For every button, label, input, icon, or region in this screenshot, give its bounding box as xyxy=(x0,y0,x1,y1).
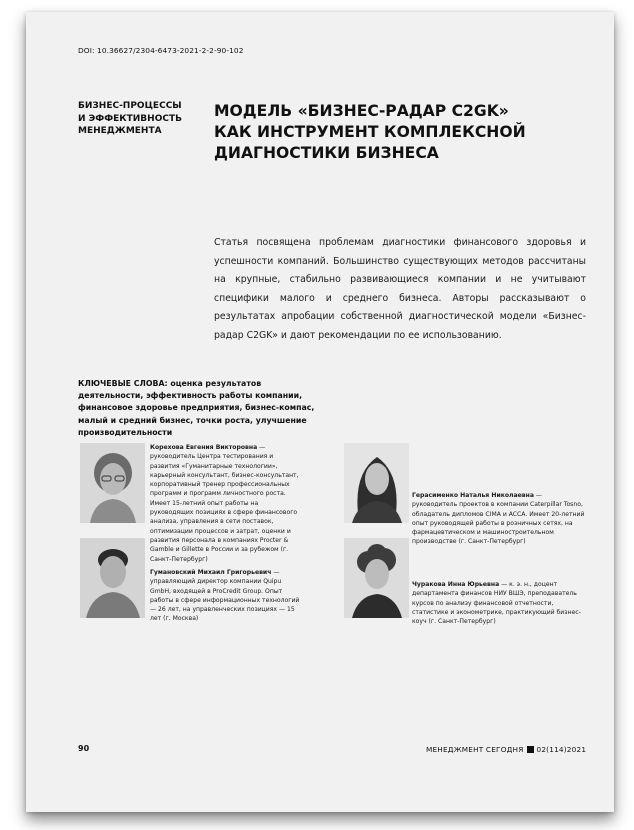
author-name: Гумановский Михаил Григорьевич xyxy=(150,569,272,576)
doi-line: DOI: 10.36627/2304-6473-2021-2-2-90-102 xyxy=(78,46,244,55)
woman-short-hair-glasses-portrait-icon xyxy=(80,443,145,523)
article-title xyxy=(214,101,574,164)
author-bio-gumanovsky xyxy=(150,568,303,624)
author-bio-churakova xyxy=(412,580,588,626)
author-bio-gerasimenko xyxy=(412,491,588,547)
section-line: МЕНЕДЖМЕНТА xyxy=(78,126,162,136)
keywords xyxy=(78,378,318,439)
section-line: И ЭФФЕКТИВНОСТЬ xyxy=(78,113,182,124)
section-heading xyxy=(78,100,198,138)
page-number: 90 xyxy=(78,744,90,753)
title-line: КАК ИНСТРУМЕНТ КОМПЛЕКСНОЙ xyxy=(214,123,526,141)
journal-name: МЕНЕДЖМЕНТ СЕГОДНЯ xyxy=(426,745,524,754)
man-portrait-icon xyxy=(80,538,145,618)
author-name: Герасименко Наталья Николаевна xyxy=(412,492,534,499)
abstract: Статья посвящена проблемам диагностики финансового здоровья и успешности компаний. Большинство существующих методов рассчитаны на крупные, стабильно развивающиеся компании и не учитывают специфики малого и среднего бизнеса. Авторы рассказывают о результатах апробации собственной диагностической модели «Бизнес-радар C2GK» и дают рекомендации по ее использованию. xyxy=(214,237,586,341)
author-description: — руководитель Центра тестирования и развития «Гуманитарные технологии», карьерный консультант, бизнес-консультант, корпоративный тренер профессиональных программ и программ личностного роста. Имеет 15-летний опыт работы на руководящих позициях в сфере финансового анализа, управления в сети поставок, оптимизации процессов и затрат, оценки и развития персонала в компаниях Procter & Gamble и Gillette в России и за рубежом (г. Санкт-Петербург) xyxy=(150,444,299,563)
author-photo-korekhova xyxy=(80,443,145,523)
journal-page xyxy=(26,12,614,812)
journal-issue: 02(114)2021 xyxy=(536,745,587,754)
woman-curly-hair-portrait-icon xyxy=(344,538,409,618)
author-photo-gumanovsky xyxy=(80,538,145,618)
author-description: — управляющий директор компании Quipu GmbH, входящей в ProCredit Group. Опыт работы в сфере информационных технологий — 26 лет, на управленческих позициях — 15 лет (г. Москва) xyxy=(150,569,300,623)
author-photo-churakova xyxy=(344,538,409,618)
square-separator-icon xyxy=(527,746,534,753)
woman-long-hair-portrait-icon xyxy=(344,443,409,523)
author-name: Корехова Евгения Викторовна xyxy=(150,444,258,451)
section-line: БИЗНЕС-ПРОЦЕССЫ xyxy=(78,101,182,111)
author-bio-korekhova xyxy=(150,443,303,564)
title-line: МОДЕЛЬ «БИЗНЕС-РАДАР C2GK» xyxy=(214,102,509,120)
author-name: Чуракова Инна Юрьевна xyxy=(412,581,500,588)
keywords-label: КЛЮЧЕВЫЕ СЛОВА: xyxy=(78,379,168,388)
author-description: — руководитель проектов в компании Caterpillar Tosno, обладатель дипломов CIMA и ACCA. Имеет 20-летний опыт руководящей работы в розничных сетях, на фармацевтическом и машиностроительном производстве (г. Санкт-Петербург) xyxy=(412,492,585,546)
keywords-text: оценка результатов деятельности, эффективность работы компании, финансовое здоровье предприятия, бизнес-компас, малый и средний бизнес, точки роста, улучшение производительности xyxy=(78,379,315,437)
author-photo-gerasimenko xyxy=(344,443,409,523)
journal-footer xyxy=(426,745,586,754)
title-line: ДИАГНОСТИКИ БИЗНЕСА xyxy=(214,144,439,162)
author-description: — к. э. н., доцент департамента финансов НИУ ВШЭ, преподаватель курсов по анализу финансовой отчетности, статистике и эконометрике, практикующий бизнес-коуч (г. Санкт-Петербург) xyxy=(412,581,581,626)
